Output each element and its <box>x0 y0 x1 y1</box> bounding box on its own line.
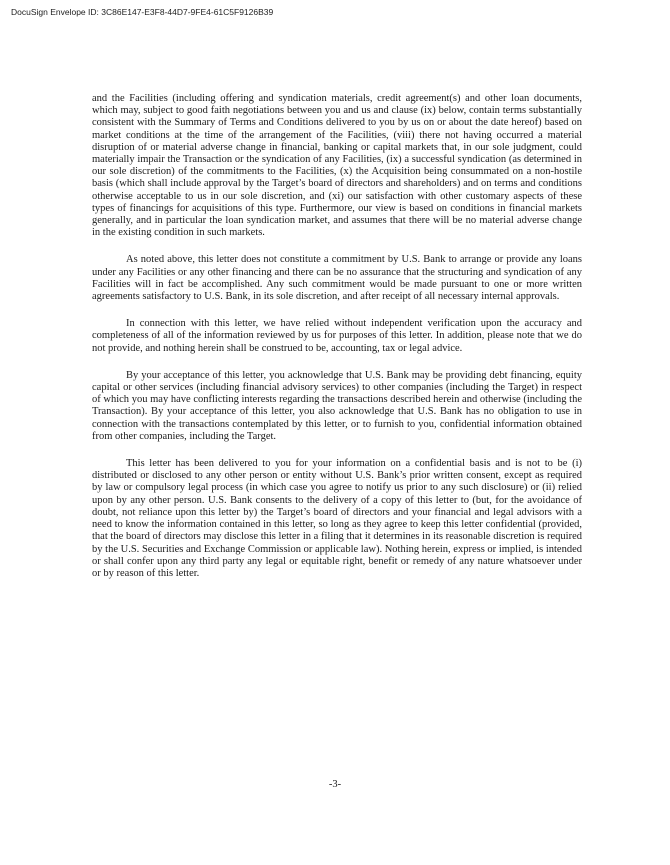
paragraph-confidentiality: This letter has been delivered to you for your information on a confidential basis and is not to be (i) distributed or disclosed to any other person or entity without U.S. Bank’s prior written consent, except as required by law or compulsory legal process (in which case you agree to notify us prior to any such disclosure) or (ii) relied upon by any other person. U.S. Bank consents to the delivery of a copy of this letter to (but, for the avoidance of doubt, not reliance upon this letter by) the Target’s board of directors and your financial and legal advisors with a need to know the information contained in this letter, so long as they agree to keep this letter confidential (provided, that the board of directors may disclose this letter in a filing that it determines in its reasonable discretion is required by the U.S. Securities and Exchange Commission or applicable law). Nothing herein, express or implied, is intended or shall confer upon any third party any legal or equitable right, benefit or remedy of any nature whatsoever under or by reason of this letter. <box>92 458 582 579</box>
docusign-envelope-id: DocuSign Envelope ID: 3C86E147-E3F8-44D7-9FE4-61C5F9126B39 <box>11 7 274 17</box>
paragraph-reliance: In connection with this letter, we have relied without independent verification upon the accuracy and completeness of all of the information reviewed by us for purposes of this letter. In addition, please note that we do not provide, and nothing herein shall be construed to be, accounting, tax or legal advice. <box>92 318 582 354</box>
paragraph-conflicts: By your acceptance of this letter, you acknowledge that U.S. Bank may be providing debt financing, equity capital or other services (including financial advisory services) to other companies (including the Target) in respect of which you may have conflicting interests regarding the transactions described herein and otherwise (including the Transaction). By your acceptance of this letter, you also acknowledge that U.S. Bank has no obligation to use in connection with the transactions contemplated by this letter, or to furnish to you, confidential information obtained from other companies, including the Target. <box>92 369 582 442</box>
page-number: -3- <box>328 779 342 790</box>
paragraph-no-commitment: As noted above, this letter does not constitute a commitment by U.S. Bank to arrange or provide any loans under any Facilities or any other financing and there can be no assurance that the structuring and syndication of any Facilities will in fact be accomplished. Any such commitment would be made pursuant to one or more written agreements satisfactory to U.S. Bank, in its sole discretion, and after receipt of all necessary internal approvals. <box>92 254 582 303</box>
letter-body <box>92 93 582 595</box>
paragraph-conditions-continued: and the Facilities (including offering and syndication materials, credit agreement(s) and other loan documents, which may, subject to good faith negotiations between you and us and clause (ix) below, contain terms substantially consistent with the Summary of Terms and Conditions delivered to you by us on or about the date hereof) based on market conditions at the time of the arrangement of the Facilities, (viii) there not having occurred a material disruption of or material adverse change in financial, banking or capital markets that, in our sole judgment, could materially impair the Transaction or the syndication of any Facilities, (ix) a successful syndication (as determined in our sole discretion) of the commitments to the Facilities, (x) the Acquisition being consummated on a non-hostile basis (which shall include approval by the Target’s board of directors and shareholders) and on terms and conditions otherwise acceptable to us in our sole discretion, and (xi) our satisfaction with other customary aspects of these types of financings for acquisitions of this type. Furthermore, our view is based on conditions in financial markets generally, and in particular the loan syndication market, and assumes that there will be no material adverse change in the existing condition in such markets. <box>92 93 582 239</box>
